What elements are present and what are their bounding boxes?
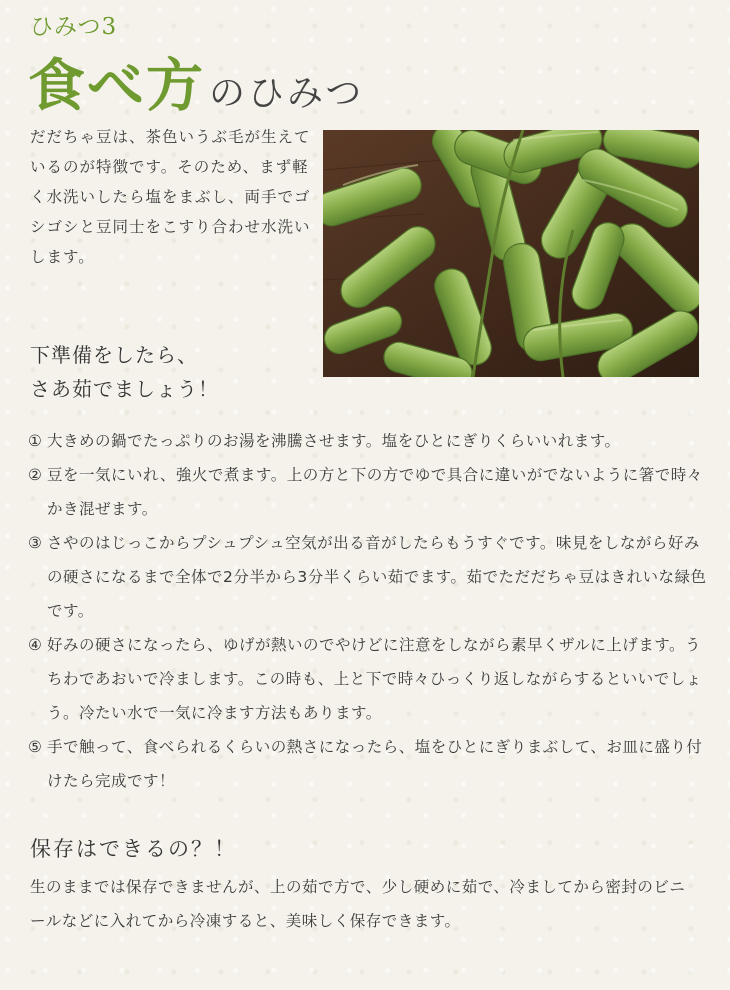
prep-step-5 bbox=[28, 730, 708, 798]
step-number: ① bbox=[28, 432, 43, 450]
step-text: 手で触って、食べられるくらいの熱さになったら、塩をひとにぎりまぶして、お皿に盛り付けたら完成です！ bbox=[47, 738, 703, 790]
edamame-photo bbox=[323, 130, 699, 377]
prep-steps-list bbox=[28, 424, 708, 798]
prep-step-2 bbox=[28, 458, 708, 526]
prep-step-3 bbox=[28, 526, 708, 628]
edamame-photo-illustration bbox=[323, 130, 699, 377]
step-number: ③ bbox=[28, 534, 43, 552]
step-number: ⑤ bbox=[28, 738, 43, 756]
intro-paragraph: だだちゃ豆は、茶色いうぶ毛が生えているのが特徴です。そのため、まず軽く水洗いしたら塩をまぶし、両手でゴシゴシと豆同士をこすり合わせ水洗いします。 bbox=[30, 128, 311, 266]
storage-heading: 保存はできるの？！ bbox=[30, 837, 237, 861]
storage-paragraph: 生のままでは保存できませんが、上の茹で方で、少し硬めに茹で、冷ましてから密封のビニールなどに入れてから冷凍すると、美味しく保存できます。 bbox=[30, 878, 686, 930]
page-title bbox=[28, 40, 364, 122]
section-kicker: ひみつ3 bbox=[30, 14, 118, 40]
prep-heading-line-1: 下準備をしたら、 bbox=[30, 343, 198, 367]
page-title-sub: のひみつ bbox=[209, 73, 365, 114]
step-number: ② bbox=[28, 466, 43, 484]
page-title-main: 食べ方 bbox=[28, 52, 205, 119]
prep-heading bbox=[30, 338, 310, 406]
step-text: さやのはじっこからプシュプシュ空気が出る音がしたらもうすぐです。味見をしながら好みの硬さになるまで全体で2分半から3分半くらい茹でます。茹でただだちゃ豆はきれいな緑色です。 bbox=[47, 534, 707, 620]
step-text: 大きめの鍋でたっぷりのお湯を沸騰させます。塩をひとにぎりくらいいれます。 bbox=[47, 432, 621, 450]
prep-step-1 bbox=[28, 424, 708, 458]
prep-heading-line-2: さあ茹でましょう！ bbox=[30, 377, 219, 401]
step-text: 好みの硬さになったら、ゆげが熱いのでやけどに注意をしながら素早くザルに上げます。うちわであおいで冷まします。この時も、上と下で時々ひっくり返しながらするといいでしょう。冷たい水で一気に冷ます方法もあります。 bbox=[47, 636, 702, 722]
prep-step-4 bbox=[28, 628, 708, 730]
step-number: ④ bbox=[28, 636, 43, 654]
step-text: 豆を一気にいれ、強火で煮ます。上の方と下の方でゆで具合に違いがでないように箸で時々かき混ぜます。 bbox=[47, 466, 703, 518]
